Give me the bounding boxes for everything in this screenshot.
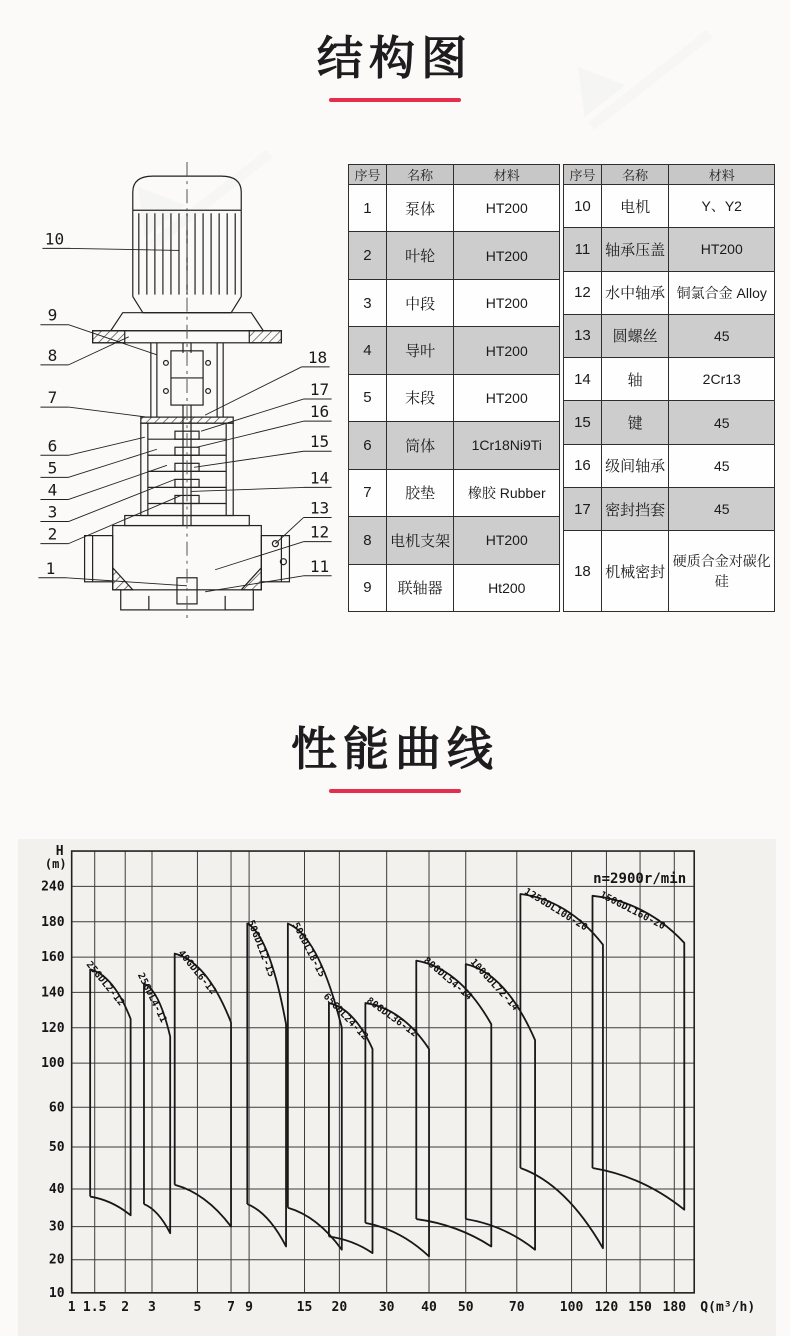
part-no: 16 [564, 444, 602, 487]
part-name: 轴 [601, 358, 669, 401]
table-row [349, 374, 560, 421]
part-no: 6 [349, 422, 387, 469]
pump-envelope [90, 969, 130, 1215]
part-material: 橡胶 Rubber [454, 469, 560, 516]
part-material: HT200 [454, 185, 560, 232]
part-material: 45 [669, 444, 775, 487]
part-no: 5 [349, 374, 387, 421]
y-tick-label: 40 [48, 1182, 65, 1198]
table-row [349, 517, 560, 564]
x-tick-label: 70 [508, 1299, 525, 1315]
pump-envelope [175, 954, 231, 1227]
callout-number: 17 [309, 380, 330, 400]
structure-title-block [0, 0, 790, 102]
part-material: 硬质合金对碳化硅 [669, 531, 775, 612]
callout-number: 14 [309, 468, 330, 488]
curves-title: 性能曲线 [291, 723, 499, 775]
callout-number: 8 [47, 345, 58, 365]
curve-label: 25GDL4-11 [134, 971, 169, 1025]
part-no: 3 [349, 279, 387, 326]
column-header: 材料 [454, 165, 560, 185]
x-tick-label: 15 [296, 1299, 313, 1315]
part-name: 泵体 [386, 185, 454, 232]
parts-table-left [348, 164, 560, 612]
part-no: 17 [564, 487, 602, 530]
part-material: 45 [669, 314, 775, 357]
curves-section [0, 713, 790, 1336]
diagram-callouts [38, 229, 331, 591]
x-tick-label: 2 [121, 1299, 130, 1315]
part-no: 13 [564, 314, 602, 357]
y-tick-label: 50 [48, 1140, 65, 1156]
part-material: 45 [669, 401, 775, 444]
table-row [564, 358, 775, 401]
curve-label: 40GDL6-12 [175, 948, 219, 998]
callout-number: 10 [44, 229, 65, 249]
part-material: HT200 [454, 517, 560, 564]
parts-table-right [563, 164, 775, 612]
x-tick-label: 30 [378, 1299, 395, 1315]
part-name: 电机 [601, 185, 669, 228]
part-name: 圆螺丝 [601, 314, 669, 357]
callout-number: 9 [47, 305, 58, 325]
callout-number: 7 [47, 388, 58, 408]
part-no: 2 [349, 232, 387, 279]
x-tick-label: 50 [457, 1299, 474, 1315]
pump-structure-diagram [26, 148, 342, 635]
part-material: 45 [669, 487, 775, 530]
curve-label: 50GDL12-15 [244, 918, 277, 979]
y-tick-label: 120 [41, 1020, 65, 1036]
part-no: 14 [564, 358, 602, 401]
part-material: HT200 [454, 232, 560, 279]
table-row [564, 228, 775, 271]
table-row [564, 487, 775, 530]
y-tick-label: 160 [41, 950, 65, 966]
pump-envelope [365, 1003, 429, 1256]
table-row [349, 469, 560, 516]
curve-label: 150GDL160-20 [597, 889, 668, 933]
part-no: 4 [349, 327, 387, 374]
x-tick-label: 9 [245, 1299, 254, 1315]
curve-label: 25GDL2-12 [83, 959, 127, 1009]
part-no: 15 [564, 401, 602, 444]
part-no: 10 [564, 185, 602, 228]
y-tick-label: 180 [41, 914, 65, 930]
column-header: 名称 [601, 165, 669, 185]
speed-annotation: n=2900r/min [593, 871, 687, 888]
part-material: HT200 [454, 374, 560, 421]
part-material: 2Cr13 [669, 358, 775, 401]
curve-label: 80GDL54-14 [421, 955, 475, 1003]
x-tick-label: 100 [559, 1299, 584, 1315]
column-header: 序号 [564, 165, 602, 185]
part-material: HT200 [454, 279, 560, 326]
pump-envelope [520, 894, 603, 1248]
y-axis-label: H [55, 844, 64, 860]
callout-number: 6 [47, 436, 58, 456]
table-row [349, 232, 560, 279]
x-tick-label: 1 [67, 1299, 76, 1315]
part-material: 1Cr18Ni9Ti [454, 422, 560, 469]
callout-number: 3 [47, 502, 58, 522]
callout-number: 16 [309, 402, 330, 422]
part-name: 末段 [386, 374, 454, 421]
part-name: 密封挡套 [601, 487, 669, 530]
y-tick-label: 20 [48, 1252, 65, 1268]
table-row [564, 531, 775, 612]
y-tick-label: 10 [48, 1285, 65, 1301]
part-name: 筒体 [386, 422, 454, 469]
x-tick-label: 7 [227, 1299, 235, 1315]
part-name: 机械密封 [601, 531, 669, 612]
pump-envelope [416, 961, 491, 1247]
x-axis-label: Q(m³/h) [700, 1299, 756, 1315]
part-name: 胶垫 [386, 469, 454, 516]
column-header: 名称 [386, 165, 454, 185]
part-material: HT200 [454, 327, 560, 374]
part-name: 级间轴承 [601, 444, 669, 487]
part-material: 铜氯合金 Alloy [669, 271, 775, 314]
table-row [349, 327, 560, 374]
table-row [349, 422, 560, 469]
table-row [564, 314, 775, 357]
table-row [564, 271, 775, 314]
callout-number: 12 [309, 522, 330, 542]
curve-label: 100GDL72-14 [467, 956, 521, 1014]
callout-number: 1 [45, 558, 56, 578]
y-tick-label: 140 [41, 985, 65, 1001]
part-name: 联轴器 [386, 564, 454, 612]
part-name: 轴承压盖 [601, 228, 669, 271]
y-tick-label: 100 [41, 1056, 65, 1072]
table-row [349, 185, 560, 232]
part-name: 中段 [386, 279, 454, 326]
callout-number: 11 [309, 556, 330, 576]
parts-tables [348, 164, 775, 635]
part-material: Ht200 [454, 564, 560, 612]
performance-chart-svg [18, 839, 774, 1331]
part-material: HT200 [669, 228, 775, 271]
title-underline [329, 98, 461, 102]
curve-label: 125GDL100-20 [522, 886, 590, 934]
part-no: 12 [564, 271, 602, 314]
structure-title: 结构图 [317, 32, 473, 84]
table-row [349, 564, 560, 612]
callout-number: 4 [47, 480, 58, 500]
y-tick-label: 240 [41, 879, 65, 895]
callout-number: 15 [309, 432, 330, 452]
table-row [564, 444, 775, 487]
y-tick-label: 30 [48, 1219, 65, 1235]
part-no: 7 [349, 469, 387, 516]
callout-number: 18 [307, 347, 328, 367]
curve-label: 80GDL36-12 [364, 995, 420, 1040]
part-no: 18 [564, 531, 602, 612]
y-axis-unit: (m) [44, 857, 67, 872]
column-header: 材料 [669, 165, 775, 185]
table-row [564, 401, 775, 444]
performance-chart [18, 839, 776, 1336]
part-name: 水中轴承 [601, 271, 669, 314]
title-underline [329, 789, 461, 793]
x-tick-label: 150 [628, 1299, 652, 1315]
curve-label: 50GDL18-15 [289, 920, 328, 980]
y-tick-label: 60 [48, 1100, 65, 1116]
x-tick-label: 1.5 [82, 1299, 107, 1315]
part-name: 键 [601, 401, 669, 444]
x-tick-label: 3 [148, 1299, 156, 1315]
part-name: 电机支架 [386, 517, 454, 564]
table-row [349, 279, 560, 326]
x-tick-label: 120 [594, 1299, 619, 1315]
pump-diagram-svg [26, 148, 342, 630]
part-no: 1 [349, 185, 387, 232]
x-tick-label: 20 [331, 1299, 348, 1315]
part-name: 叶轮 [386, 232, 454, 279]
callout-number: 5 [47, 458, 58, 478]
table-row [564, 185, 775, 228]
part-name: 导叶 [386, 327, 454, 374]
part-material: Y、Y2 [669, 185, 775, 228]
part-no: 11 [564, 228, 602, 271]
callout-number: 13 [309, 498, 330, 518]
structure-content [0, 148, 790, 635]
part-no: 9 [349, 564, 387, 612]
x-tick-label: 5 [193, 1299, 202, 1315]
part-no: 8 [349, 517, 387, 564]
curve-label: 65GDL24-12 [320, 991, 371, 1043]
column-header: 序号 [349, 165, 387, 185]
callout-number: 2 [47, 524, 58, 544]
x-tick-label: 180 [662, 1299, 687, 1315]
x-tick-label: 40 [421, 1299, 437, 1315]
